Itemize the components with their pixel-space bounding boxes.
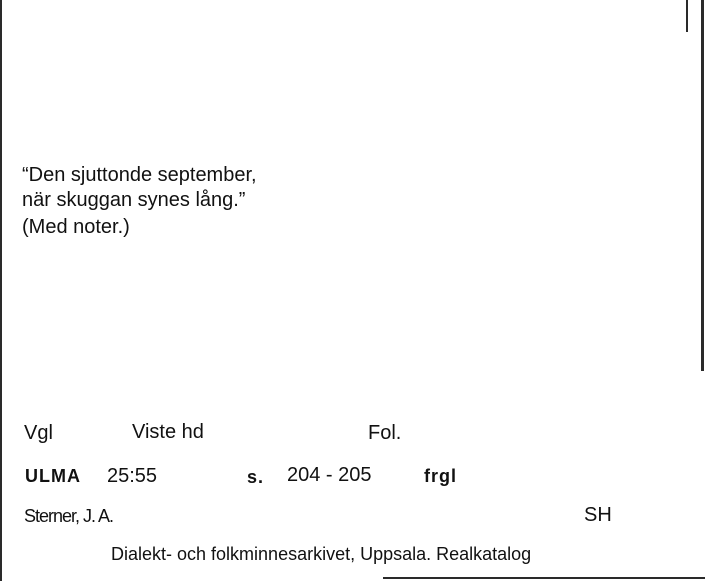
card-right-edge-mark xyxy=(686,0,688,32)
card-bottom-edge xyxy=(383,577,705,579)
pages-label: s. xyxy=(247,467,265,487)
collector-initials: SH xyxy=(584,504,612,526)
archive-footer: Dialekt- och folkminnesarkivet, Uppsala. Realkatalog xyxy=(111,544,532,564)
song-title-line-1: “Den sjuttonde september, xyxy=(22,164,257,186)
card-left-edge xyxy=(0,0,2,581)
folio-label: Fol. xyxy=(368,422,402,444)
note-code: frgl xyxy=(424,466,457,486)
song-note: (Med noter.) xyxy=(22,216,130,238)
song-title-line-2: när skuggan synes lång.” xyxy=(22,189,246,211)
archive-code: ULMA xyxy=(25,466,81,486)
vgl-label: Vgl xyxy=(24,422,53,444)
page-range: 204 - 205 xyxy=(287,464,372,486)
place-name: Viste hd xyxy=(132,421,204,443)
record-number: 25:55 xyxy=(107,465,158,487)
card-right-edge xyxy=(701,0,704,371)
collector-name: Sterner, J. A. xyxy=(24,506,114,526)
